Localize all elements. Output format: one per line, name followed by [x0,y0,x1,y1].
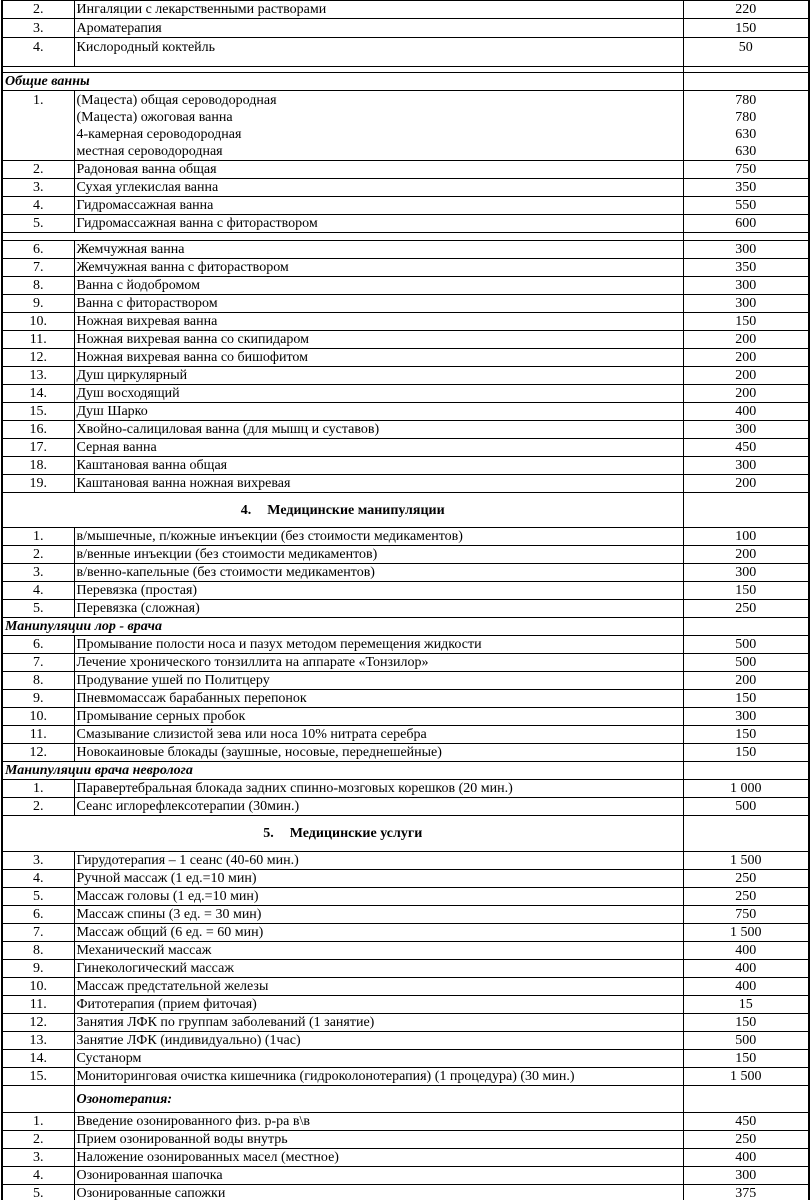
price-value: 1 000 [683,780,809,798]
group-header [2,816,683,852]
table-row [2,295,809,313]
row-number: 6. [2,241,74,259]
row-number: 11. [2,726,74,744]
price-value: 300 [683,241,809,259]
row-number: 3. [2,564,74,582]
table-row [2,996,809,1014]
price-value: 300 [683,421,809,439]
table-row [2,528,809,546]
row-number: 8. [2,942,74,960]
subsection-title: Озонотерапия: [74,1086,683,1113]
service-name: Занятие ЛФК (индивидуально) (1час) [74,1032,683,1050]
section-row [2,762,809,780]
price-value: 300 [683,564,809,582]
table-row [2,331,809,349]
table-row [2,475,809,493]
spacer-cell [2,233,683,241]
service-name: Ножная вихревая ванна со бишофитом [74,349,683,367]
service-name: Ножная вихревая ванна [74,313,683,331]
price-value: 400 [683,978,809,996]
row-number: 5. [2,1185,74,1200]
table-row [2,1050,809,1068]
price-value: 250 [683,600,809,618]
service-name: Мониторинговая очистка кишечника (гидроколонотерапия) (1 процедура) (30 мин.) [74,1068,683,1086]
table-row [2,241,809,259]
price-value: 150 [683,19,809,38]
row-number: 12. [2,349,74,367]
table-row [2,690,809,708]
table-row [2,960,809,978]
row-number: 6. [2,636,74,654]
service-name: (Мацеста) общая сероводородная [76,93,277,108]
row-number: 2. [2,1131,74,1149]
service-name: Фитотерапия (прием фиточая) [74,996,683,1014]
service-name: Озонированные сапожки [74,1185,683,1200]
table-row [2,19,809,38]
price-value: 15 [683,996,809,1014]
price-value: 400 [683,960,809,978]
row-number: 4. [2,38,74,67]
row-number: 1. [2,780,74,798]
service-name: Хвойно-салициловая ванна (для мышц и суставов) [74,421,683,439]
price-empty [683,816,809,852]
price-value: 150 [683,1014,809,1032]
row-number: 11. [2,996,74,1014]
service-name: Ингаляции с лекарственными растворами [74,1,683,19]
price-value: 500 [683,1032,809,1050]
table-row [2,654,809,672]
table-row [2,1032,809,1050]
row-number: 15. [2,403,74,421]
table-row [2,564,809,582]
service-name: Смазывание слизистой зева или носа 10% нитрата серебра [74,726,683,744]
service-name: местная сероводородная [76,144,223,159]
service-name: Ножная вихревая ванна со скипидаром [74,331,683,349]
service-name: Перевязка (сложная) [74,600,683,618]
price-value: 500 [683,636,809,654]
row-number: 2. [2,798,74,816]
price-value: 1 500 [683,1068,809,1086]
table-row [2,924,809,942]
table-row [2,421,809,439]
section-row [2,618,809,636]
price-value: 300 [683,295,809,313]
row-number: 2. [2,546,74,564]
row-number: 10. [2,978,74,996]
price-value: 600 [683,215,809,233]
price-value: 1 500 [683,852,809,870]
table-row [2,38,809,67]
price-value: 100 [683,528,809,546]
row-number: 8. [2,672,74,690]
price-value: 350 [683,179,809,197]
section-title: Манипуляции врача невролога [2,762,683,780]
group-header-number: 4. [240,502,252,518]
price-value: 300 [683,1167,809,1185]
row-number: 4. [2,870,74,888]
service-name: Перевязка (простая) [74,582,683,600]
service-name: Промывание полости носа и пазух методом перемещения жидкости [74,636,683,654]
table-row [2,215,809,233]
table-row [2,313,809,331]
table-row [2,906,809,924]
row-number: 14. [2,1050,74,1068]
table-row [2,385,809,403]
table-row [2,1185,809,1200]
price-empty [683,762,809,780]
price-value: 150 [683,313,809,331]
service-name: Новокаиновые блокады (заушные, носовые, переднешейные) [74,744,683,762]
subsection-row [2,1086,809,1113]
row-number: 1. [2,91,74,161]
row-number: 3. [2,179,74,197]
row-number: 14. [2,385,74,403]
service-name: Сухая углекислая ванна [74,179,683,197]
service-name: в/венно-капельные (без стоимости медикаментов) [74,564,683,582]
price-empty [683,618,809,636]
service-name: Кислородный коктейль [74,38,683,67]
row-number: 11. [2,331,74,349]
service-name: в/венные инъекции (без стоимости медикаментов) [74,546,683,564]
table-row [2,197,809,215]
row-number: 3. [2,19,74,38]
price-value: 200 [683,349,809,367]
table-row [2,888,809,906]
price-value: 200 [683,475,809,493]
row-number: 10. [2,708,74,726]
service-name: Гидромассажная ванна [74,197,683,215]
row-number: 7. [2,654,74,672]
table-row [2,1131,809,1149]
service-name: Сеанс иглорефлексотерапии (30мин.) [74,798,683,816]
row-number: 19. [2,475,74,493]
section-title: Общие ванны [2,73,683,91]
row-number: 9. [2,690,74,708]
service-name: Радоновая ванна общая [74,161,683,179]
group-header-title: Медицинские манипуляции [267,502,445,518]
service-name: Продувание ушей по Политцеру [74,672,683,690]
table-row [2,798,809,816]
price-value: 630 [735,144,757,159]
price-table [1,0,810,1200]
service-name: Жемчужная ванна [74,241,683,259]
table-row [2,259,809,277]
table-row [2,600,809,618]
section-row [2,73,809,91]
price-value: 780 [735,93,757,108]
price-value: 200 [683,385,809,403]
row-number: 4. [2,197,74,215]
price-value: 400 [683,1149,809,1167]
price-value: 150 [683,582,809,600]
service-name: Паравертебральная блокада задних спинно-мозговых корешков (20 мин.) [74,780,683,798]
service-name: Ароматерапия [74,19,683,38]
row-number: 3. [2,852,74,870]
price-value: 250 [683,1131,809,1149]
price-value: 300 [683,457,809,475]
price-value: 250 [683,870,809,888]
table-row [2,942,809,960]
row-number: 5. [2,888,74,906]
row-number: 12. [2,744,74,762]
header-row [2,493,809,528]
table-row [2,546,809,564]
service-name: Сустанорм [74,1050,683,1068]
service-name: Массаж спины (3 ед. = 30 мин) [74,906,683,924]
table-row [2,726,809,744]
price-value: 500 [683,798,809,816]
row-number: 12. [2,1014,74,1032]
service-name: Серная ванна [74,439,683,457]
price-value: 200 [683,367,809,385]
table-row [2,852,809,870]
table-row [2,1167,809,1185]
price-empty [683,493,809,528]
table-row [2,1113,809,1131]
row-number: 3. [2,1149,74,1167]
service-name: Наложение озонированных масел (местное) [74,1149,683,1167]
service-name: Ванна с фитораствором [74,295,683,313]
table-row [2,403,809,421]
service-name: Массаж головы (1 ед.=10 мин) [74,888,683,906]
service-name: Занятия ЛФК по группам заболеваний (1 занятие) [74,1014,683,1032]
price-value-group [683,91,809,161]
row-number: 15. [2,1068,74,1086]
table-row [2,1,809,19]
service-name: Жемчужная ванна с фитораствором [74,259,683,277]
row-number: 6. [2,906,74,924]
row-number: 1. [2,1113,74,1131]
service-name: Озонированная шапочка [74,1167,683,1185]
row-number: 17. [2,439,74,457]
service-name: Ручной массаж (1 ед.=10 мин) [74,870,683,888]
group-header-title: Медицинские услуги [289,826,423,841]
table-row [2,349,809,367]
price-value: 780 [735,110,757,125]
table-row-multiline [2,91,809,161]
service-name: 4-камерная сероводородная [76,127,242,142]
price-value: 375 [683,1185,809,1200]
service-name: Гинекологический массаж [74,960,683,978]
service-name: Ванна с йодобромом [74,277,683,295]
table-row [2,1149,809,1167]
row-number: 2. [2,1,74,19]
table-row [2,582,809,600]
row-number: 16. [2,421,74,439]
row-number: 13. [2,1032,74,1050]
row-number: 13. [2,367,74,385]
row-number: 9. [2,960,74,978]
service-name: Массаж предстательной железы [74,978,683,996]
row-number-empty [2,1086,74,1113]
service-name: Каштановая ванна общая [74,457,683,475]
row-number: 10. [2,313,74,331]
service-name: Гидромассажная ванна с фитораствором [74,215,683,233]
price-value: 500 [683,654,809,672]
price-value: 150 [683,726,809,744]
service-name: в/мышечные, п/кожные инъекции (без стоимости медикаментов) [74,528,683,546]
header-row [2,816,809,852]
table-row [2,870,809,888]
price-value: 350 [683,259,809,277]
service-name: Каштановая ванна ножная вихревая [74,475,683,493]
price-value: 150 [683,1050,809,1068]
row-number: 18. [2,457,74,475]
table-row [2,457,809,475]
service-name: Пневмомассаж барабанных перепонок [74,690,683,708]
empty-row [2,233,809,241]
service-name: Массаж общий (6 ед. = 60 мин) [74,924,683,942]
price-value: 50 [683,38,809,67]
table-row [2,672,809,690]
price-value: 400 [683,942,809,960]
table-row [2,708,809,726]
row-number: 8. [2,277,74,295]
table-row [2,780,809,798]
service-name: Промывание серных пробок [74,708,683,726]
price-value: 200 [683,331,809,349]
price-value: 1 500 [683,924,809,942]
row-number: 7. [2,924,74,942]
table-row [2,978,809,996]
price-empty [683,233,809,241]
row-number: 1. [2,528,74,546]
price-value: 200 [683,672,809,690]
price-value: 220 [683,1,809,19]
service-name: Введение озонированного физ. р-ра в\в [74,1113,683,1131]
service-name: Душ циркулярный [74,367,683,385]
row-number: 4. [2,582,74,600]
table-row [2,1014,809,1032]
price-table-body [2,1,809,1200]
service-name: Прием озонированной воды внутрь [74,1131,683,1149]
service-name: Механический массаж [74,942,683,960]
price-value: 630 [735,127,757,142]
price-value: 300 [683,277,809,295]
group-header [2,493,683,528]
row-number: 2. [2,161,74,179]
row-number: 5. [2,600,74,618]
table-row [2,179,809,197]
table-row [2,439,809,457]
price-value: 550 [683,197,809,215]
price-value: 400 [683,403,809,421]
row-number: 7. [2,259,74,277]
table-row [2,367,809,385]
price-value: 450 [683,1113,809,1131]
service-name-group [74,91,683,161]
price-empty [683,1086,809,1113]
row-number: 5. [2,215,74,233]
table-row [2,161,809,179]
price-empty [683,73,809,91]
row-number: 9. [2,295,74,313]
price-value: 750 [683,161,809,179]
service-name: Лечение хронического тонзиллита на аппарате «Тонзилор» [74,654,683,672]
group-header-number: 5. [263,826,274,841]
price-value: 150 [683,690,809,708]
service-name: Душ Шарко [74,403,683,421]
price-value: 250 [683,888,809,906]
table-row [2,1068,809,1086]
price-value: 300 [683,708,809,726]
service-name: Гирудотерапия – 1 сеанс (40-60 мин.) [74,852,683,870]
section-title: Манипуляции лор - врача [2,618,683,636]
table-row [2,277,809,295]
service-name: (Мацеста) ожоговая ванна [76,110,233,125]
price-value: 750 [683,906,809,924]
row-number: 4. [2,1167,74,1185]
service-name: Душ восходящий [74,385,683,403]
table-row [2,744,809,762]
price-value: 450 [683,439,809,457]
price-value: 150 [683,744,809,762]
price-value: 200 [683,546,809,564]
table-row [2,636,809,654]
